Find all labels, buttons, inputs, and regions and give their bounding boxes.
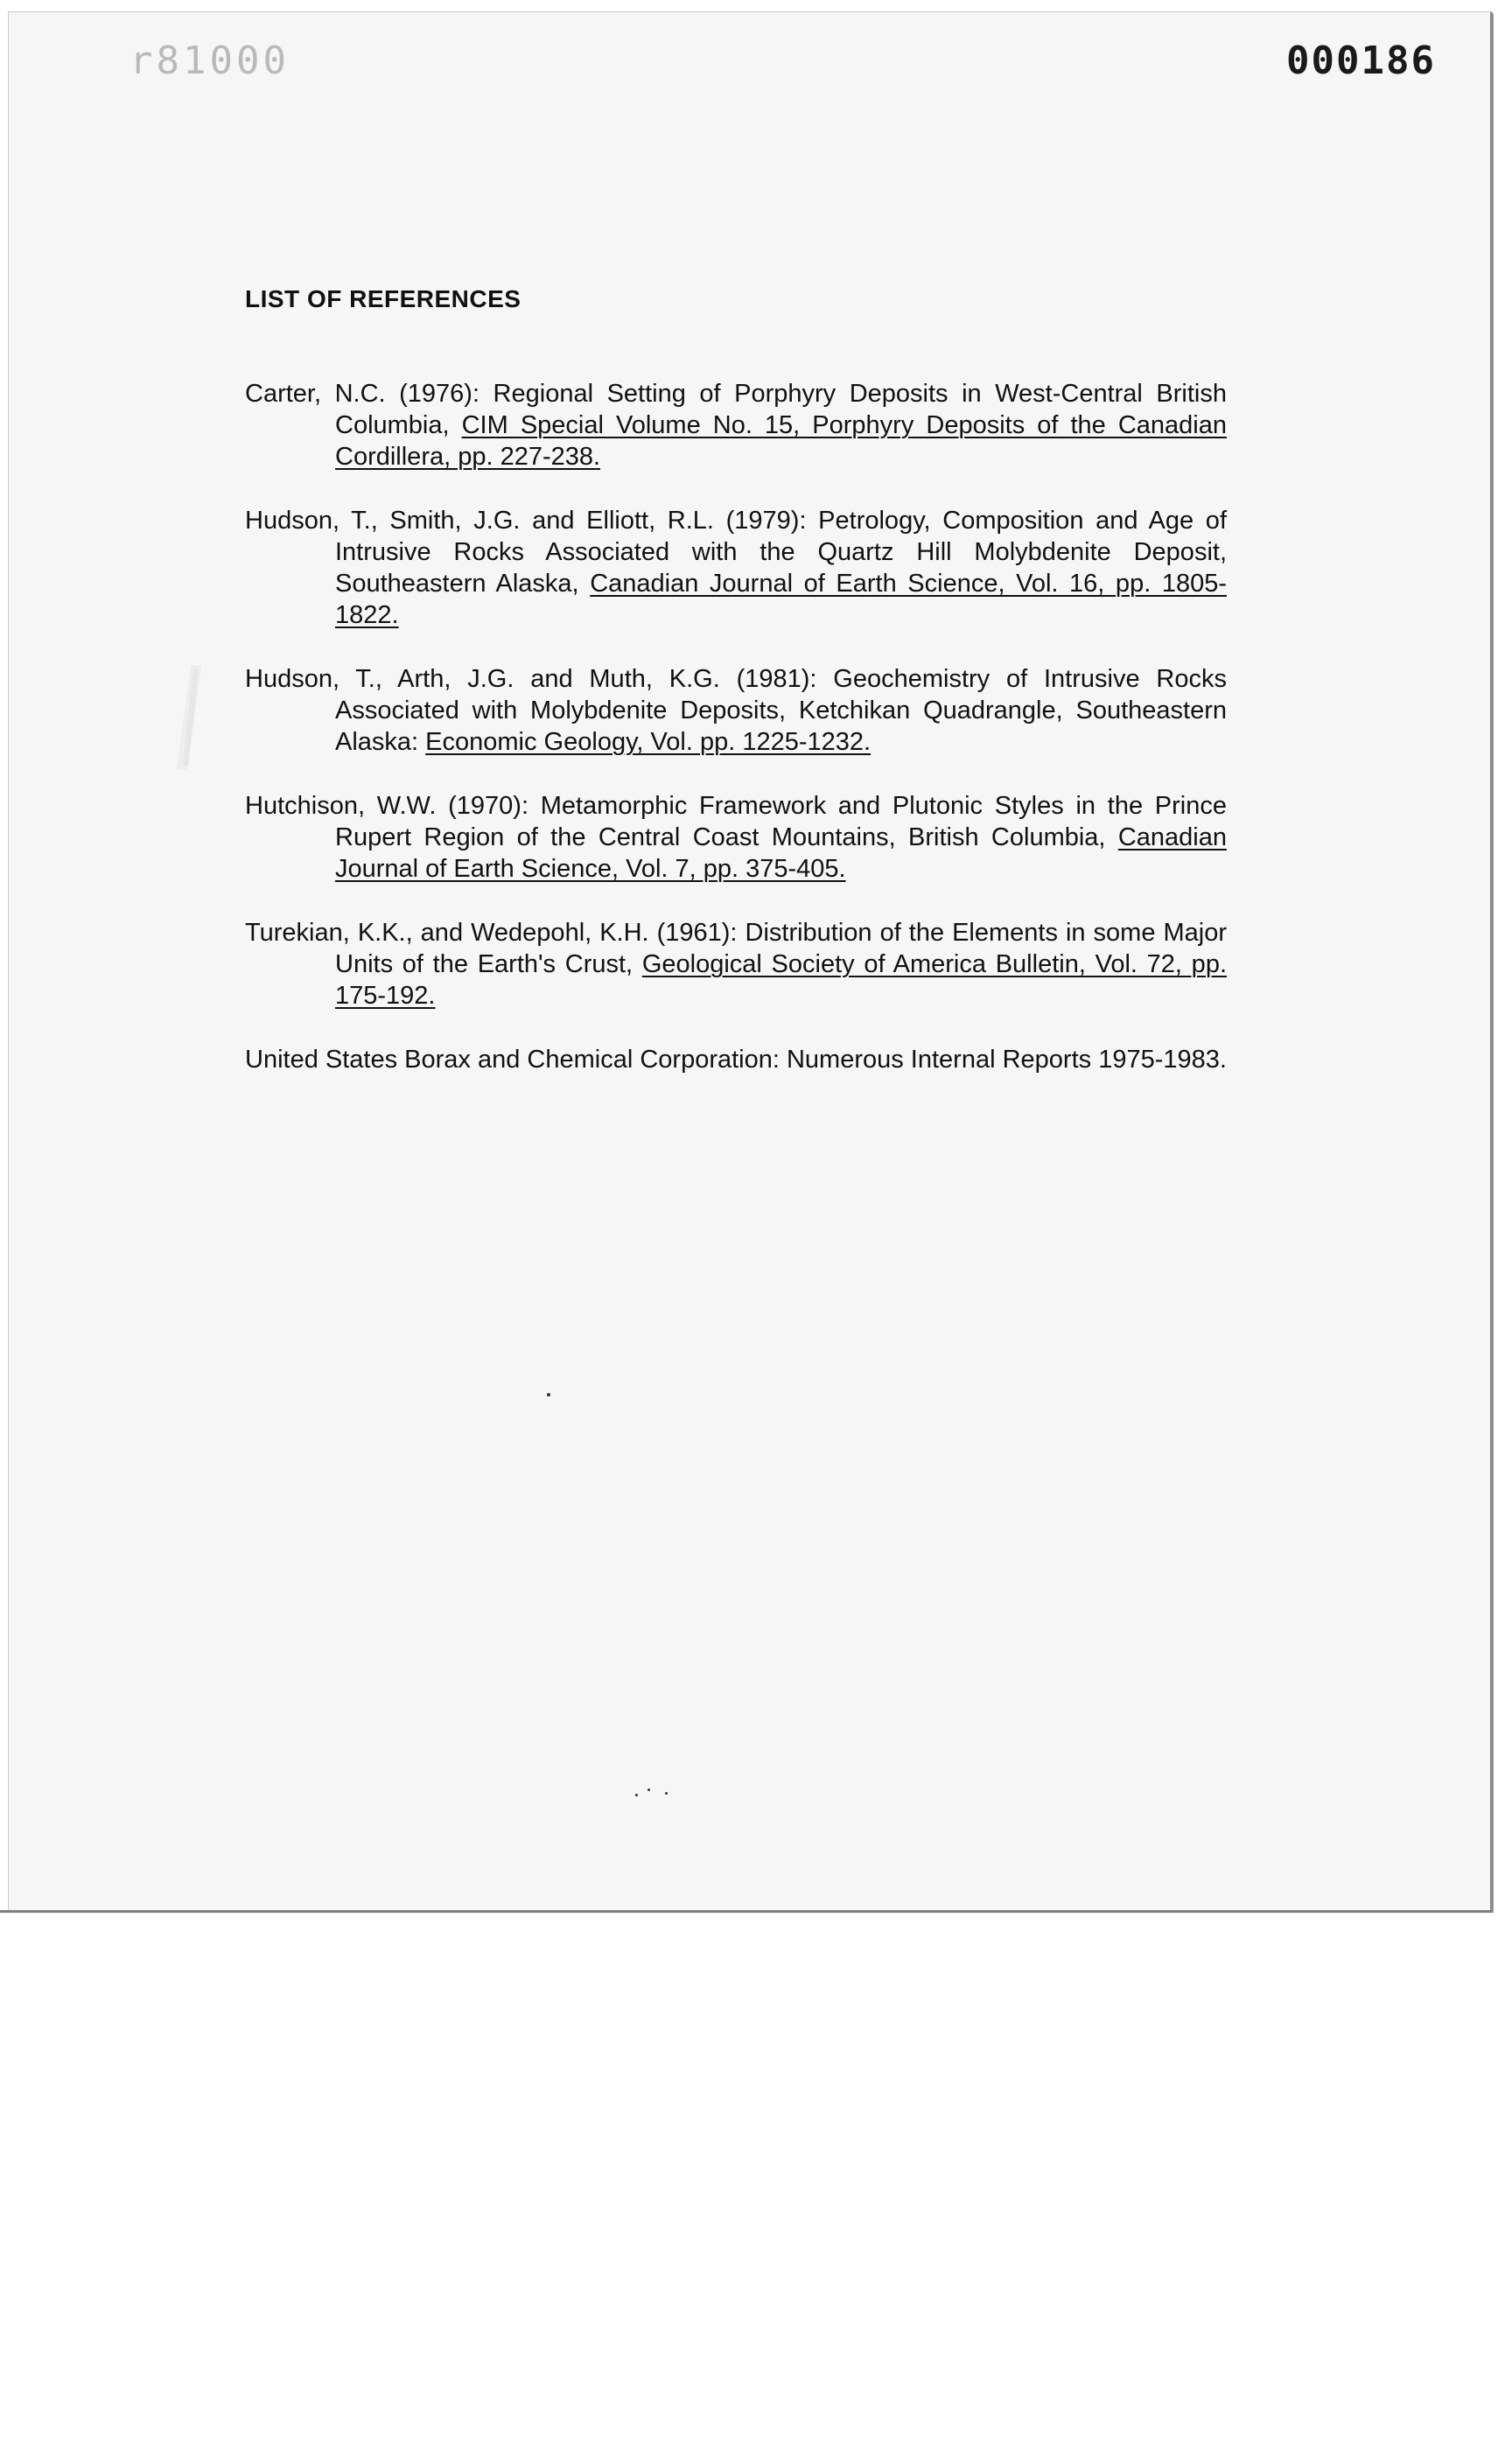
reference-citation: Turekian, K.K., and Wedepohl, K.H. (1961): Distribution of the Elements in some Major Units of the Earth's Crust, bbox=[245, 919, 1227, 978]
speck bbox=[648, 1788, 650, 1791]
sheet-shadow-bottom bbox=[0, 1910, 1492, 1913]
reference-entry bbox=[245, 505, 1227, 631]
reference-citation: Hudson, T., Smith, J.G. and Elliott, R.L. (1979): Petrology, Composition and Age of Intrusive Rocks Associated with the Quartz Hill Molybdenite Deposit, Southeastern Alaska, bbox=[245, 507, 1227, 598]
reference-entry bbox=[245, 378, 1227, 472]
page-title: LIST OF REFERENCES bbox=[245, 285, 522, 312]
speck bbox=[635, 1794, 638, 1796]
speck bbox=[665, 1792, 668, 1795]
speck bbox=[547, 1393, 550, 1396]
faded-document-number: r81000 bbox=[130, 38, 290, 83]
reference-citation: Hudson, T., Arth, J.G. and Muth, K.G. (1981): Geochemistry of Intrusive Rocks Associated with Molybdenite Deposits, Ketchikan Quadrangle, Southeastern Alaska: bbox=[245, 665, 1227, 756]
reference-entry bbox=[245, 790, 1227, 885]
sheet-shadow-right bbox=[1490, 12, 1493, 1913]
reference-source: Economic Geology, Vol. pp. 1225-1232. bbox=[425, 728, 872, 756]
reference-source: Canadian Journal of Earth Science, Vol. 16, pp. 1805-1822. bbox=[335, 570, 1227, 629]
reference-list bbox=[245, 378, 1227, 1108]
reference-entry bbox=[245, 663, 1227, 758]
reference-source: Geological Society of America Bulletin, Vol. 72, pp. 175-192. bbox=[335, 950, 1228, 1010]
reference-citation: Carter, N.C. (1976): Regional Setting of Porphyry Deposits in West-Central British Columbia, bbox=[245, 380, 1227, 439]
reference-source: Canadian Journal of Earth Science, Vol. 7, pp. 375-405. bbox=[335, 823, 1227, 883]
reference-citation: United States Borax and Chemical Corporation: Numerous Internal Reports 1975-1983. bbox=[245, 1046, 1227, 1074]
reference-entry bbox=[245, 1044, 1227, 1075]
reference-citation: Hutchison, W.W. (1970): Metamorphic Framework and Plutonic Styles in the Prince Rupert Region of the Central Coast Mountains, British Columbia, bbox=[245, 792, 1227, 851]
document-number: 000186 bbox=[1286, 38, 1436, 83]
reference-source: CIM Special Volume No. 15, Porphyry Deposits of the Canadian Cordillera, pp. 227-238. bbox=[335, 411, 1227, 471]
reference-entry bbox=[245, 917, 1227, 1012]
